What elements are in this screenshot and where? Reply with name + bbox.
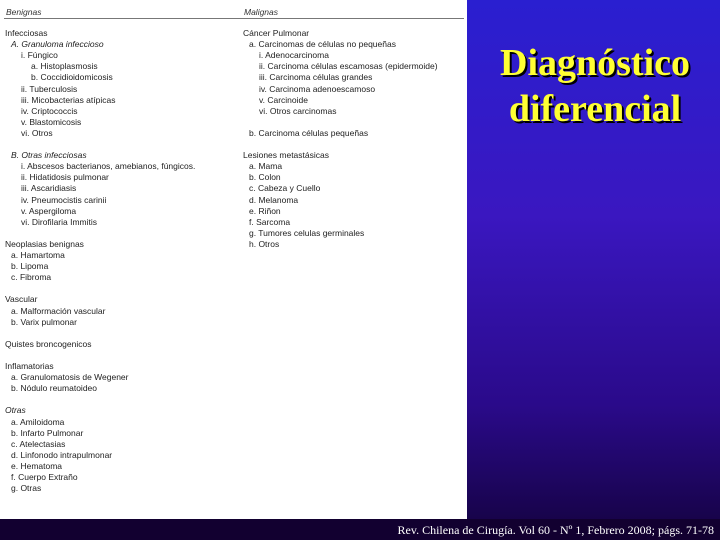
benignas-item: v. Blastomicosis	[21, 116, 82, 127]
malignas-item: c. Cabeza y Cuello	[249, 183, 321, 194]
malignas-item: b. Carcinoma células pequeñas	[249, 127, 369, 138]
slide-title-line-1: Diagnóstico	[500, 42, 690, 84]
benignas-item: B. Otras infecciosas	[11, 150, 87, 161]
footer-bar	[0, 519, 720, 540]
slide-title	[470, 40, 720, 132]
benignas-item: a. Malformación vascular	[11, 305, 106, 316]
benignas-item: i. Abscesos bacterianos, amebianos, fúngicos.	[21, 161, 196, 172]
slide-title-line-2: diferencial	[508, 88, 682, 130]
malignas-item: Lesiones metastásicas	[243, 150, 329, 161]
benignas-item: i. Fúngico	[21, 50, 58, 61]
benignas-item: b. Nódulo reumatoideo	[11, 383, 98, 394]
benignas-item: a. Hamartoma	[11, 250, 65, 260]
malignas-item: g. Tumores celulas germinales	[249, 227, 365, 238]
benignas-item: iii. Micobacterias atípicas	[21, 94, 116, 105]
col-header-malignas: Malignas	[244, 7, 279, 17]
benignas-item: g. Otras	[11, 483, 42, 494]
malignas-item: e. Riñon	[249, 205, 281, 216]
malignas-item: h. Otros	[249, 238, 280, 249]
benignas-item: iv. Criptococcis	[21, 105, 78, 116]
benignas-item: vi. Otros	[21, 127, 53, 138]
malignas-item: i. Adenocarcinoma	[259, 50, 329, 61]
benignas-item: A. Granuloma infeccioso	[11, 39, 104, 50]
malignas-item: iv. Carcinoma adenoescamoso	[259, 83, 376, 94]
benignas-item: iv. Pneumocistis carinii	[21, 194, 107, 205]
malignas-item: d. Melanoma	[249, 194, 299, 205]
benignas-item: Quistes broncogenicos	[5, 338, 92, 349]
malignas-item: v. Carcinoide	[259, 94, 308, 105]
malignas-item: b. Colon	[249, 172, 281, 183]
malignas-item: a. Carcinomas de células no pequeñas	[249, 39, 396, 50]
benignas-item: Infecciosas	[5, 28, 48, 38]
table-header	[4, 0, 464, 19]
benignas-item: a. Histoplasmosis	[31, 61, 98, 72]
malignas-item: Cáncer Pulmonar	[243, 28, 310, 38]
citation-text: Rev. Chilena de Cirugía. Vol 60 - Nº 1, Febrero 2008; págs. 71-78	[397, 523, 714, 537]
malignas-item: f. Sarcoma	[249, 216, 291, 227]
benignas-item: e. Hematoma	[11, 460, 63, 471]
benignas-item: iii. Ascaridiasis	[21, 183, 77, 194]
benignas-item: vi. Dirofilaria Immitis	[21, 216, 98, 227]
benignas-item: b. Infarto Pulmonar	[11, 427, 84, 438]
malignas-item: ii. Carcinoma células escamosas (epidermoide)	[259, 61, 438, 72]
benignas-item: Otras	[5, 405, 26, 416]
benignas-item: d. Linfonodo intrapulmonar	[11, 449, 113, 460]
benignas-item: Vascular	[5, 294, 38, 305]
benignas-item: b. Lipoma	[11, 261, 49, 272]
malignas-item: a. Mama	[249, 161, 283, 172]
benignas-item: Inflamatorias	[5, 361, 54, 371]
benignas-item: a. Granulomatosis de Wegener	[11, 372, 129, 383]
benignas-item: Neoplasias benignas	[5, 238, 84, 249]
benignas-item: f. Cuerpo Extraño	[11, 472, 78, 482]
benignas-item: b. Varix pulmonar	[11, 316, 77, 327]
benignas-item: b. Coccidioidomicosis	[31, 72, 113, 83]
col-header-benignas: Benignas	[6, 7, 42, 17]
benignas-item: ii. Hidatidosis pulmonar	[21, 172, 109, 183]
benignas-item: ii. Tuberculosis	[21, 83, 78, 94]
malignas-item: iii. Carcinoma células grandes	[259, 72, 373, 83]
benignas-item: c. Fibroma	[11, 272, 52, 283]
benignas-item: a. Amiloidoma	[11, 416, 65, 427]
benignas-item: c. Atelectasias	[11, 438, 66, 449]
malignas-item: vi. Otros carcinomas	[259, 105, 337, 116]
benignas-item: v. Aspergiloma	[21, 205, 77, 216]
